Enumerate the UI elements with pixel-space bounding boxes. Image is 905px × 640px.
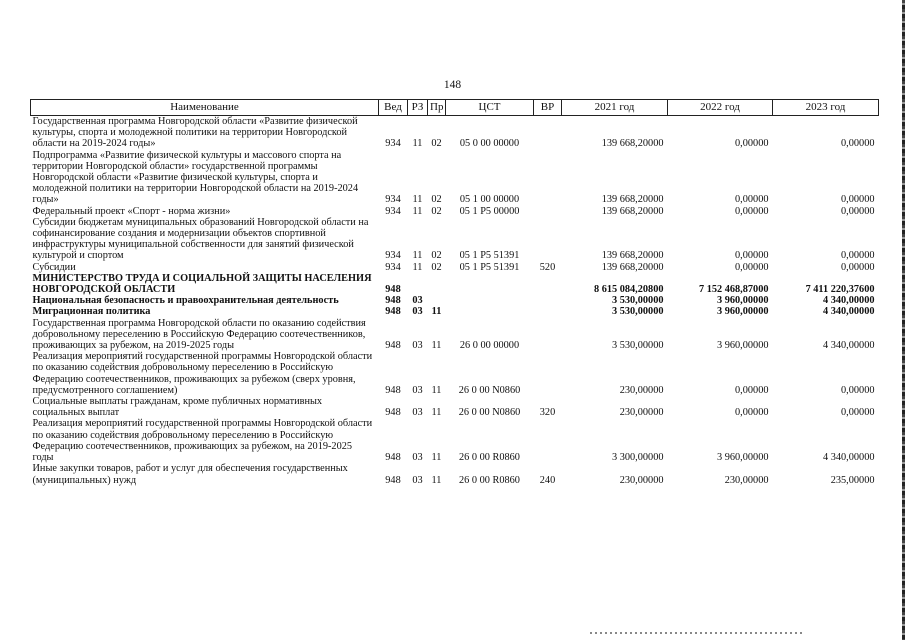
cell-vr <box>534 116 562 150</box>
cell-pr: 11 <box>431 340 442 352</box>
cell-2023: 0,00000 <box>841 205 875 217</box>
cell-pr: 02 <box>431 138 442 150</box>
cell-name: МИНИСТЕРСТВО ТРУДА И СОЦИАЛЬНОЙ ЗАЩИТЫ НАСЕЛЕНИЯ НОВГОРОДСКОЙ ОБЛАСТИ <box>32 272 372 296</box>
cell-ved: 948 <box>385 407 401 419</box>
cell-pr: 11 <box>431 474 442 486</box>
cell-rz: 11 <box>412 205 423 217</box>
table-row <box>31 306 879 317</box>
cell-cst: 26 0 00 N0860 <box>458 407 521 419</box>
cell-vr <box>534 150 562 206</box>
header-name: Наименование <box>31 100 379 116</box>
cell-2023: 0,00000 <box>841 261 875 273</box>
header-2021: 2021 год <box>562 100 668 116</box>
cell-cst <box>446 295 534 306</box>
cell-cst <box>446 306 534 317</box>
cell-2023: 0,00000 <box>841 250 875 262</box>
cell-ved: 948 <box>385 340 401 352</box>
header-pr: Пр <box>428 100 446 116</box>
page-number: 148 <box>443 79 462 91</box>
cell-rz: 03 <box>412 407 423 419</box>
cell-2023: 4 340,00000 <box>823 340 875 352</box>
cell-cst: 05 1 P5 51391 <box>459 250 520 262</box>
cell-2022: 3 960,00000 <box>717 306 769 318</box>
header-vr: ВР <box>534 100 562 116</box>
budget-table <box>30 99 879 486</box>
cell-name: Миграционная политика <box>32 306 151 318</box>
cell-ved: 934 <box>385 138 401 150</box>
cell-vr: 320 <box>539 407 556 419</box>
table-body <box>31 116 879 486</box>
cell-2022: 0,00000 <box>735 205 769 217</box>
cell-cst: 26 0 00 R0860 <box>459 474 520 486</box>
cell-vr: 240 <box>539 474 556 486</box>
cell-2021: 3 300,00000 <box>612 452 664 464</box>
cell-cst: 26 0 00 N0860 <box>458 384 521 396</box>
table-row <box>31 418 879 463</box>
cell-2023: 0,00000 <box>841 138 875 150</box>
table-row <box>31 273 879 295</box>
cell-ved: 934 <box>385 261 401 273</box>
cell-2022: 0,00000 <box>735 261 769 273</box>
cell-pr: 02 <box>431 205 442 217</box>
cell-ved: 948 <box>385 452 401 464</box>
cell-2021: 3 530,00000 <box>612 306 664 318</box>
cell-ved: 948 <box>385 474 401 486</box>
cell-rz: 03 <box>412 452 423 464</box>
cell-name: Социальные выплаты гражданам, кроме публичных нормативных социальных выплат <box>32 396 323 419</box>
cell-vr <box>534 306 562 317</box>
cell-2023: 4 340,00000 <box>823 295 875 307</box>
cell-vr <box>534 217 562 262</box>
cell-cst: 26 0 00 R0860 <box>459 452 520 464</box>
cell-cst: 05 1 P5 00000 <box>459 205 520 217</box>
cell-ved: 934 <box>385 250 401 262</box>
header-row <box>31 100 879 116</box>
cell-2021: 230,00000 <box>619 384 664 396</box>
table-row <box>31 396 879 418</box>
cell-2021: 8 615 084,20800 <box>593 284 664 296</box>
cell-2022: 7 152 468,87000 <box>698 284 769 296</box>
cell-name: Федеральный проект «Спорт - норма жизни» <box>32 205 231 217</box>
cell-2022: 0,00000 <box>735 250 769 262</box>
cell-ved: 934 <box>385 194 401 206</box>
cell-rz: 03 <box>412 306 423 318</box>
cell-2022: 3 960,00000 <box>717 452 769 464</box>
cell-2023: 0,00000 <box>841 194 875 206</box>
cell-2021: 139 668,20000 <box>601 138 664 150</box>
cell-name: Субсидии бюджетам муниципальных образований Новгородской области на софинансирование создания и модернизации объектов спортивной инфраструктуры муниципальной собственности для занятий физической культурой и спортом <box>32 216 369 262</box>
table-row <box>31 217 879 262</box>
cell-rz: 03 <box>412 295 423 307</box>
cell-rz: 03 <box>412 474 423 486</box>
table-header <box>31 100 879 116</box>
cell-vr <box>534 273 562 295</box>
cell-ved: 948 <box>385 384 401 396</box>
cell-name: Государственная программа Новгородской области «Развитие физической культуры, спорта и молодежной политики на территории Новгородской области на 2019-2024 годы» <box>32 116 358 150</box>
table-row <box>31 318 879 352</box>
table-row <box>31 206 879 217</box>
cell-cst: 05 0 00 00000 <box>459 138 520 150</box>
cell-2022: 0,00000 <box>735 138 769 150</box>
cell-name: Иные закупки товаров, работ и услуг для обеспечения государственных (муниципальных) нужд <box>32 463 348 486</box>
header-2023: 2023 год <box>773 100 879 116</box>
cell-rz: 03 <box>412 384 423 396</box>
cell-vr <box>534 418 562 463</box>
table-row <box>31 463 879 485</box>
cell-cst: 26 0 00 00000 <box>459 340 520 352</box>
cell-name: Реализация мероприятий государственной программы Новгородской области по оказанию содействия добровольному переселению в Российскую Федерацию соотечественников, проживающих за рубежом (сверх уровня, предусмотренного соглашением) <box>32 351 373 396</box>
cell-name: Национальная безопасность и правоохранительная деятельность <box>32 295 339 307</box>
header-ved: Вед <box>379 100 408 116</box>
cell-2022: 0,00000 <box>735 384 769 396</box>
cell-rz <box>408 273 428 295</box>
cell-pr: 11 <box>431 452 442 464</box>
cell-cst: 05 1 P5 51391 <box>459 261 520 273</box>
cell-2021: 139 668,20000 <box>601 261 664 273</box>
cell-pr: 11 <box>431 407 442 419</box>
table-row <box>31 262 879 273</box>
cell-cst: 05 1 00 00000 <box>459 194 520 206</box>
header-2022: 2022 год <box>668 100 773 116</box>
cell-rz: 03 <box>412 340 423 352</box>
cell-ved: 948 <box>385 295 401 307</box>
cell-pr: 02 <box>431 194 442 206</box>
cell-2023: 0,00000 <box>841 384 875 396</box>
table-row <box>31 351 879 396</box>
cell-pr <box>428 273 446 295</box>
cell-ved: 934 <box>385 205 401 217</box>
cell-2022: 3 960,00000 <box>717 295 769 307</box>
cell-2022: 0,00000 <box>735 194 769 206</box>
cell-name: Подпрограмма «Развитие физической культуры и массового спорта на территории Новгородской области» государственной программы Новгородской области «Развитие физической культуры, спорта и молодежной политики на территории Новгородской области на 2019-2024 годы» <box>32 149 359 206</box>
header-cst: ЦСТ <box>446 100 534 116</box>
cell-ved: 948 <box>385 284 401 296</box>
cell-2021: 3 530,00000 <box>612 295 664 307</box>
cell-rz: 11 <box>412 194 423 206</box>
cell-ved: 948 <box>385 306 401 318</box>
cell-pr: 11 <box>431 306 442 318</box>
cell-vr <box>534 206 562 217</box>
cell-2022: 230,00000 <box>724 474 769 486</box>
cell-rz: 11 <box>412 250 423 262</box>
cell-pr: 02 <box>431 250 442 262</box>
header-rz: РЗ <box>408 100 428 116</box>
cell-vr <box>534 295 562 306</box>
cell-2021: 139 668,20000 <box>601 194 664 206</box>
cell-2023: 4 340,00000 <box>823 452 875 464</box>
cell-2021: 3 530,00000 <box>612 340 664 352</box>
cell-2022: 0,00000 <box>735 407 769 419</box>
cell-vr <box>534 351 562 396</box>
cell-cst <box>446 273 534 295</box>
table-row <box>31 150 879 206</box>
cell-pr: 11 <box>431 384 442 396</box>
cell-2021: 230,00000 <box>619 407 664 419</box>
cell-2021: 230,00000 <box>619 474 664 486</box>
cell-2021: 139 668,20000 <box>601 250 664 262</box>
cell-name: Государственная программа Новгородской области по оказанию содействия добровольному переселению в Российскую Федерацию соотечественников, проживающих за рубежом, на 2019-2025 годы <box>32 317 366 352</box>
cell-2023: 0,00000 <box>841 407 875 419</box>
cell-2022: 3 960,00000 <box>717 340 769 352</box>
cell-name: Реализация мероприятий государственной программы Новгородской области по оказанию содействия добровольному переселению в Российскую Федерацию соотечественников, проживающих за рубежом, на 2019-2025 годы <box>32 418 373 464</box>
cell-2021: 139 668,20000 <box>601 205 664 217</box>
cell-vr: 520 <box>539 261 556 273</box>
cell-vr <box>534 318 562 352</box>
cell-name: Субсидии <box>32 261 76 273</box>
cell-rz: 11 <box>412 138 423 150</box>
cell-2023: 4 340,00000 <box>823 306 875 318</box>
table-row <box>31 295 879 306</box>
cell-2023: 7 411 220,37600 <box>805 284 875 296</box>
scan-streak <box>590 632 805 634</box>
cell-pr <box>428 295 446 306</box>
cell-2023: 235,00000 <box>830 474 875 486</box>
cell-rz: 11 <box>412 261 423 273</box>
table-row <box>31 116 879 150</box>
cell-pr: 02 <box>431 261 442 273</box>
